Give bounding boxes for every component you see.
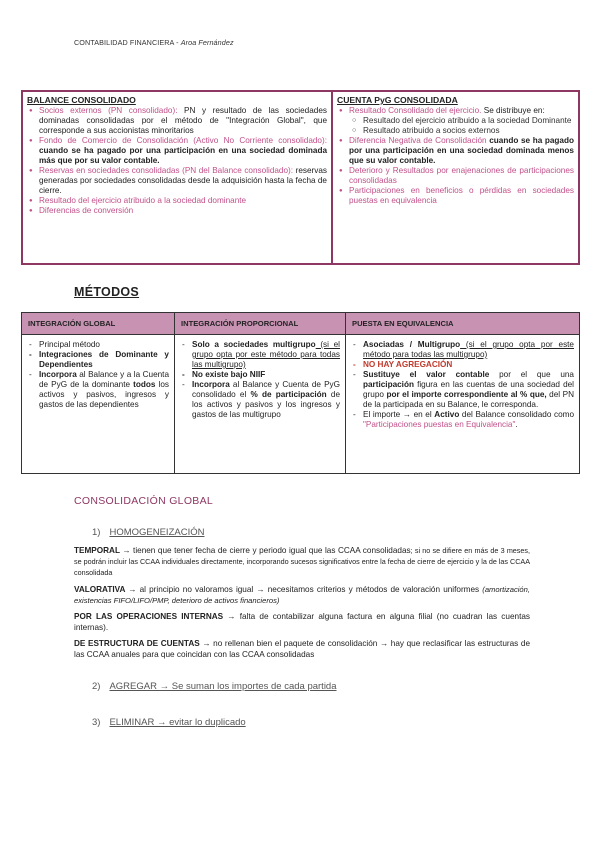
operaciones-label: POR LAS OPERACIONES INTERNAS →	[74, 612, 236, 621]
balance-item	[39, 106, 327, 136]
step-agregar	[92, 681, 337, 692]
cell-puesta-equivalencia	[346, 335, 579, 473]
list-item	[192, 380, 340, 420]
item-lead: Resultado del ejercicio atribuido a la sociedad dominante	[39, 196, 247, 205]
item-lead: Deterioro y Resultados por enajenaciones de participaciones consolidadas	[349, 166, 574, 185]
global-list	[28, 340, 169, 410]
text-pink: "Participaciones puestas en Equivalencia"	[363, 420, 516, 429]
estructura-label: DE ESTRUCTURA DE CUENTAS →	[74, 639, 211, 648]
methods-title: MÉTODOS	[74, 285, 140, 299]
valorativa-label: VALORATIVA →	[74, 585, 137, 594]
step-eliminar	[92, 717, 246, 728]
summary-box	[21, 90, 580, 265]
list-item	[363, 340, 574, 360]
balance-column	[23, 92, 333, 263]
pyg-item	[349, 136, 574, 166]
item-lead: Resultado Consolidado del ejercicio.	[349, 106, 482, 115]
text-bold: todos	[133, 380, 156, 389]
pyg-sublist	[349, 116, 574, 136]
list-item	[363, 410, 574, 430]
balance-list	[27, 106, 327, 216]
operaciones-text: falta de contabilizar alguna factura en alguna filial (no cuadran las cuentas internas).	[74, 612, 530, 632]
item-text: reservas generadas por sociedades consolidadas desde la adquisición hasta la fecha de cierre.	[39, 166, 327, 195]
text-underlined: (si el grupo opta por este método para todas las multigrupo)	[363, 340, 574, 359]
text: los activos y pasivos, ingresos y gastos de las dependientes	[39, 380, 169, 409]
temporal-label: TEMPORAL →	[74, 546, 131, 555]
step-number: 3)	[92, 717, 101, 728]
step-label: AGREGAR → Se suman los importes de cada partida	[109, 681, 337, 692]
pyg-item	[349, 166, 574, 186]
cell-integracion-proporcional	[175, 335, 346, 473]
item-text: cuando se ha pagado por una participación en una sociedad dominada menos que su valor contable.	[349, 136, 574, 165]
header-integracion-global: INTEGRACIÓN GLOBAL	[22, 313, 175, 335]
header-puesta-equivalencia: PUESTA EN EQUIVALENCIA	[346, 313, 579, 335]
page-header	[74, 38, 234, 47]
valorativa-paragraph	[74, 584, 530, 606]
text: al Balance y Cuenta de PyG consolidado el	[192, 380, 340, 399]
item-text: PN y resultado de las sociedades dominadas consolidadas por el método de "Integración Global", que corresponde a sus accionistas minoritarios	[39, 106, 327, 135]
pyg-subitem: ○ Resultado del ejercicio atribuido a la sociedad Dominante	[363, 116, 574, 126]
step-label: HOMOGENEIZACIÓN	[109, 527, 205, 538]
header-separator: -	[174, 38, 181, 47]
pyg-list	[337, 106, 574, 206]
item-text: cuando se ha pagado por una participación en una sociedad dominada más que por su valor contable.	[39, 146, 327, 165]
balance-title: BALANCE CONSOLIDADO	[27, 95, 136, 105]
text: al Balance y a la Cuenta de PyG de la dominante	[39, 370, 169, 389]
proporcional-list	[181, 340, 340, 420]
balance-item	[39, 196, 327, 206]
text-bold: Asociadas / Multigrupo	[363, 340, 461, 349]
equivalencia-list	[352, 340, 574, 430]
text-bold: Solo a sociedades multigrupo	[192, 340, 316, 349]
list-item	[363, 370, 574, 410]
pyg-title: CUENTA PyG CONSOLIDADA	[337, 95, 458, 105]
estructura-text: no rellenan bien el paquete de consolidación → hay que reclasificar las estructuras de las CCAA anuales para que coincidan con las CCAA consolidadas	[74, 639, 531, 659]
text: .	[515, 420, 518, 429]
text-bold: Sustituye el valor contable	[363, 370, 490, 379]
balance-item	[39, 136, 327, 166]
list-item: - Principal método	[39, 340, 169, 350]
list-item	[192, 340, 340, 370]
balance-item	[39, 166, 327, 196]
step-homogeneizacion	[92, 527, 204, 538]
cell-integracion-global	[22, 335, 175, 473]
methods-table	[21, 312, 580, 474]
pyg-item	[349, 186, 574, 206]
course-name: CONTABILIDAD FINANCIERA	[74, 38, 175, 47]
header-integracion-proporcional: INTEGRACIÓN PROPORCIONAL	[175, 313, 346, 335]
consolidation-title: CONSOLIDACIÓN GLOBAL	[74, 495, 214, 507]
pyg-column	[333, 92, 578, 263]
estructura-paragraph	[74, 638, 530, 660]
step-label: ELIMINAR → evitar lo duplicado	[109, 717, 246, 728]
item-lead: Diferencias de conversión	[39, 206, 134, 215]
text: figura en las cuentas de una sociedad del grupo	[363, 380, 574, 399]
item-lead: Socios externos (PN consolidado):	[39, 106, 178, 115]
temporal-text: tienen que tener fecha de cierre y periodo igual que las CCAA consolidadas	[130, 546, 411, 555]
text-bold: por el importe correspondiente al % que,	[386, 390, 547, 399]
text-bold: participación	[363, 380, 414, 389]
step-number: 1)	[92, 527, 101, 538]
text: del PN de la participada en su Balance, le corresponda.	[363, 390, 574, 409]
valorativa-note: (amortización, existencias FIFO/LIFO/PMP, deterioro de activos financieros)	[74, 585, 530, 605]
item-lead: Diferencia Negativa de Consolidación	[349, 136, 487, 145]
text: de los activos y pasivos y los ingresos y gastos de las multigrupo	[192, 390, 340, 419]
text-bold: Incorpora	[39, 370, 77, 379]
text: por el que una	[489, 370, 574, 379]
list-item: - No existe bajo NIIF	[192, 370, 340, 380]
item-text: Se distribuye en:	[481, 106, 545, 115]
text-bold: Incorpora	[192, 380, 230, 389]
operaciones-paragraph	[74, 611, 530, 633]
balance-item	[39, 206, 327, 216]
pyg-item	[349, 106, 574, 136]
item-lead: Reservas en sociedades consolidadas (PN del Balance consolidado):	[39, 166, 294, 175]
valorativa-text: al principio no valoramos igual → necesitamos criterios y métodos de valoración uniformes	[136, 585, 483, 594]
text: del Balance consolidado como	[459, 410, 574, 419]
text-bold: % de participación	[250, 390, 327, 399]
step-number: 2)	[92, 681, 101, 692]
pyg-subitem: ○ Resultado atribuido a socios externos	[363, 126, 574, 136]
author-name: Aroa Fernández	[180, 38, 234, 47]
text-underlined: (si el grupo opta por este método para todas las multigrupo)	[192, 340, 341, 369]
text-bold: Activo	[434, 410, 460, 419]
list-item: - NO HAY AGREGACIÓN	[363, 360, 574, 370]
item-lead: Fondo de Comercio de Consolidación (Activo No Corriente consolidado):	[39, 136, 327, 145]
list-item	[39, 370, 169, 410]
text: El importe → en el	[363, 410, 435, 419]
temporal-paragraph	[74, 545, 530, 578]
item-lead: Participaciones en beneficios o pérdidas en sociedades puestas en equivalencia	[349, 186, 574, 205]
list-item: - Integraciones de Dominante y Dependientes	[39, 350, 169, 370]
temporal-note: ; si no se difiere en más de 3 meses, se podrán incluir las CCAA individuales directamente, incorporando sucesos significativos entre la fecha de cierre de ejercicio y la de las CCAA consolidada	[74, 546, 530, 577]
